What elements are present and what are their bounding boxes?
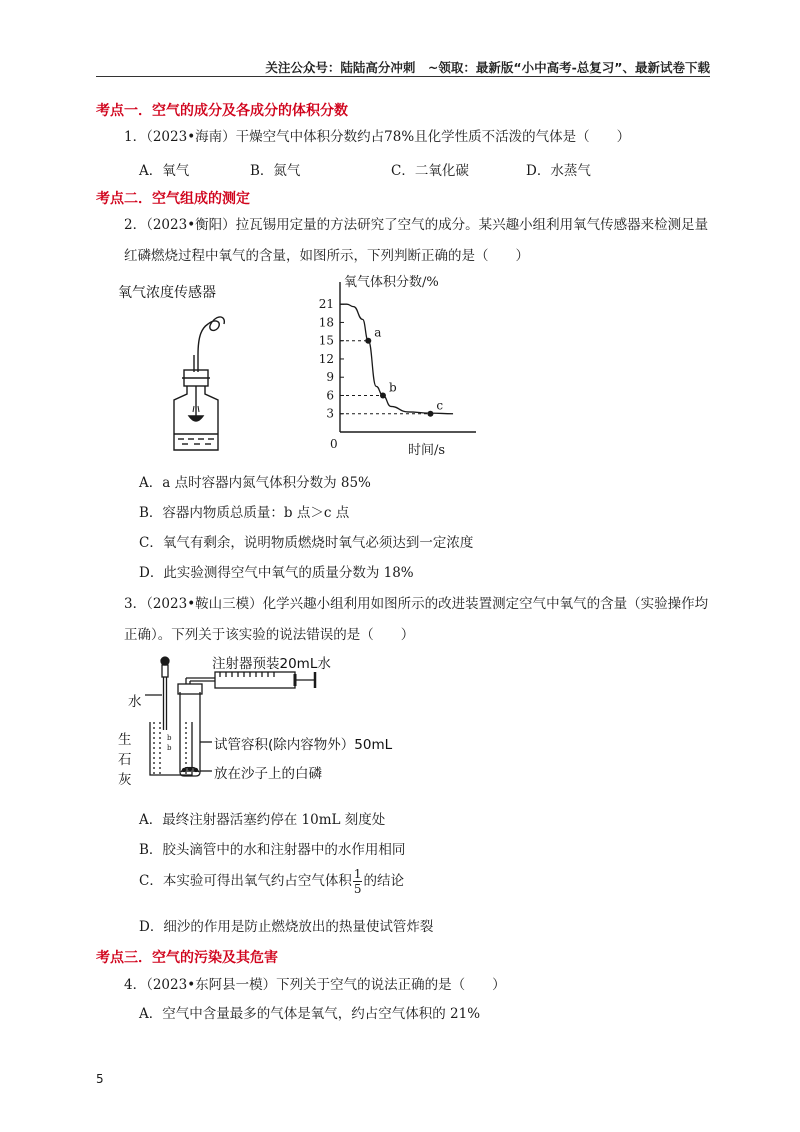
y-tick-label: 21 [318,297,334,312]
y-tick-label: 6 [326,388,334,403]
question-1-option-b: B．氮气 [250,163,301,179]
oxygen-curve [340,304,453,414]
point-c [427,411,433,417]
fraction-numerator: 1 [353,867,362,881]
test-tube-label: 试管容积(除内容物外）50mL [214,737,393,753]
question-1-option-d: D．水蒸气 [526,163,591,179]
question-3-stem-line2: 正确）。下列关于该实验的说法错误的是（ ） [124,627,415,643]
fraction-denominator: 5 [353,882,362,896]
question-3-option-a: A．最终注射器活塞约停在 10mL 刻度处 [139,812,386,828]
question-2-option-b: B．容器内物质总质量：b 点＞c 点 [139,505,350,521]
svg-text:b: b [167,744,172,752]
question-3-option-b: B．胶头滴管中的水和注射器中的水作用相同 [139,842,406,858]
header-rule [96,76,710,77]
oxygen-sensor-apparatus [160,300,230,460]
y-tick-label: 12 [318,351,334,366]
apparatus-diagram [140,650,340,785]
section-title-3: 考点三．空气的污染及其危害 [96,950,278,966]
question-3-option-c-prefix: C．本实验可得出氧气约占空气体积 [139,873,352,890]
point-a [365,338,371,344]
water-label: 水 [128,694,142,710]
point-b [380,392,386,398]
question-2-stem-line2: 红磷燃烧过程中氧气的含量，如图所示，下列判断正确的是（ ） [124,248,529,264]
y-tick-label: 3 [326,406,334,421]
question-1-stem: 1．（2023•海南）干燥空气中体积分数约占78%且化学性质不活泼的气体是（ ） [124,129,631,145]
question-3-stem-line1: 3．（2023•鞍山三模）化学兴趣小组利用如图所示的改进装置测定空气中氧气的含量（实验操作均 [124,596,709,612]
page-header: 关注公众号：陆陆高分冲刺 ~领取：最新版“小中高考-总复习”、最新试卷下载 [265,60,710,75]
y-axis-label: 氧气体积分数/% [344,275,439,290]
svg-text:b: b [167,734,172,742]
white-phosphorus-label: 放在沙子上的白磷 [214,766,322,782]
origin-label: 0 [330,437,338,451]
y-tick-label: 18 [318,315,334,330]
quicklime-label-2: 石 [118,752,132,768]
quicklime-label-1: 生 [118,732,132,748]
y-tick-label: 15 [318,333,334,348]
one-fifth-fraction [353,868,363,895]
question-1-option-c: C．二氧化碳 [391,163,469,179]
question-2-option-c: C．氧气有剩余，说明物质燃烧时氧气必须达到一定浓度 [139,535,474,551]
oxygen-volume-chart [300,272,480,462]
section-title-2: 考点二．空气组成的测定 [96,191,250,207]
question-3-option-c-suffix: 的结论 [363,873,404,890]
question-2-option-a: A．a 点时容器内氮气体积分数为 85% [139,475,371,491]
question-2-stem-line1: 2．（2023•衡阳）拉瓦锡用定量的方法研究了空气的成分。某兴趣小组利用氧气传感器来检测足量 [124,217,709,233]
quicklime-label-3: 灰 [118,772,132,788]
question-1-option-a: A．氧气 [139,163,190,179]
question-3-option-d: D．细沙的作用是防止燃烧放出的热量使试管炸裂 [139,919,434,935]
question-2-option-d: D．此实验测得空气中氧气的质量分数为 18% [139,565,414,581]
sensor-label: 氧气浓度传感器 [118,285,216,301]
question-4-option-a: A．空气中含量最多的气体是氧气，约占空气体积的 21% [139,1006,481,1022]
x-axis-label: 时间/s [408,443,446,458]
page-number: 5 [96,1072,104,1086]
point-b-label: b [388,380,397,395]
question-4-stem: 4．（2023•东阿县一模）下列关于空气的说法正确的是（ ） [124,977,506,993]
syringe-label: 注射器预装20mL水 [212,656,331,672]
question-3-option-c [139,868,404,895]
point-a-label: a [374,325,382,340]
section-title-1: 考点一．空气的成分及各成分的体积分数 [96,103,348,119]
point-c-label: c [436,398,444,413]
y-tick-label: 9 [326,370,334,385]
